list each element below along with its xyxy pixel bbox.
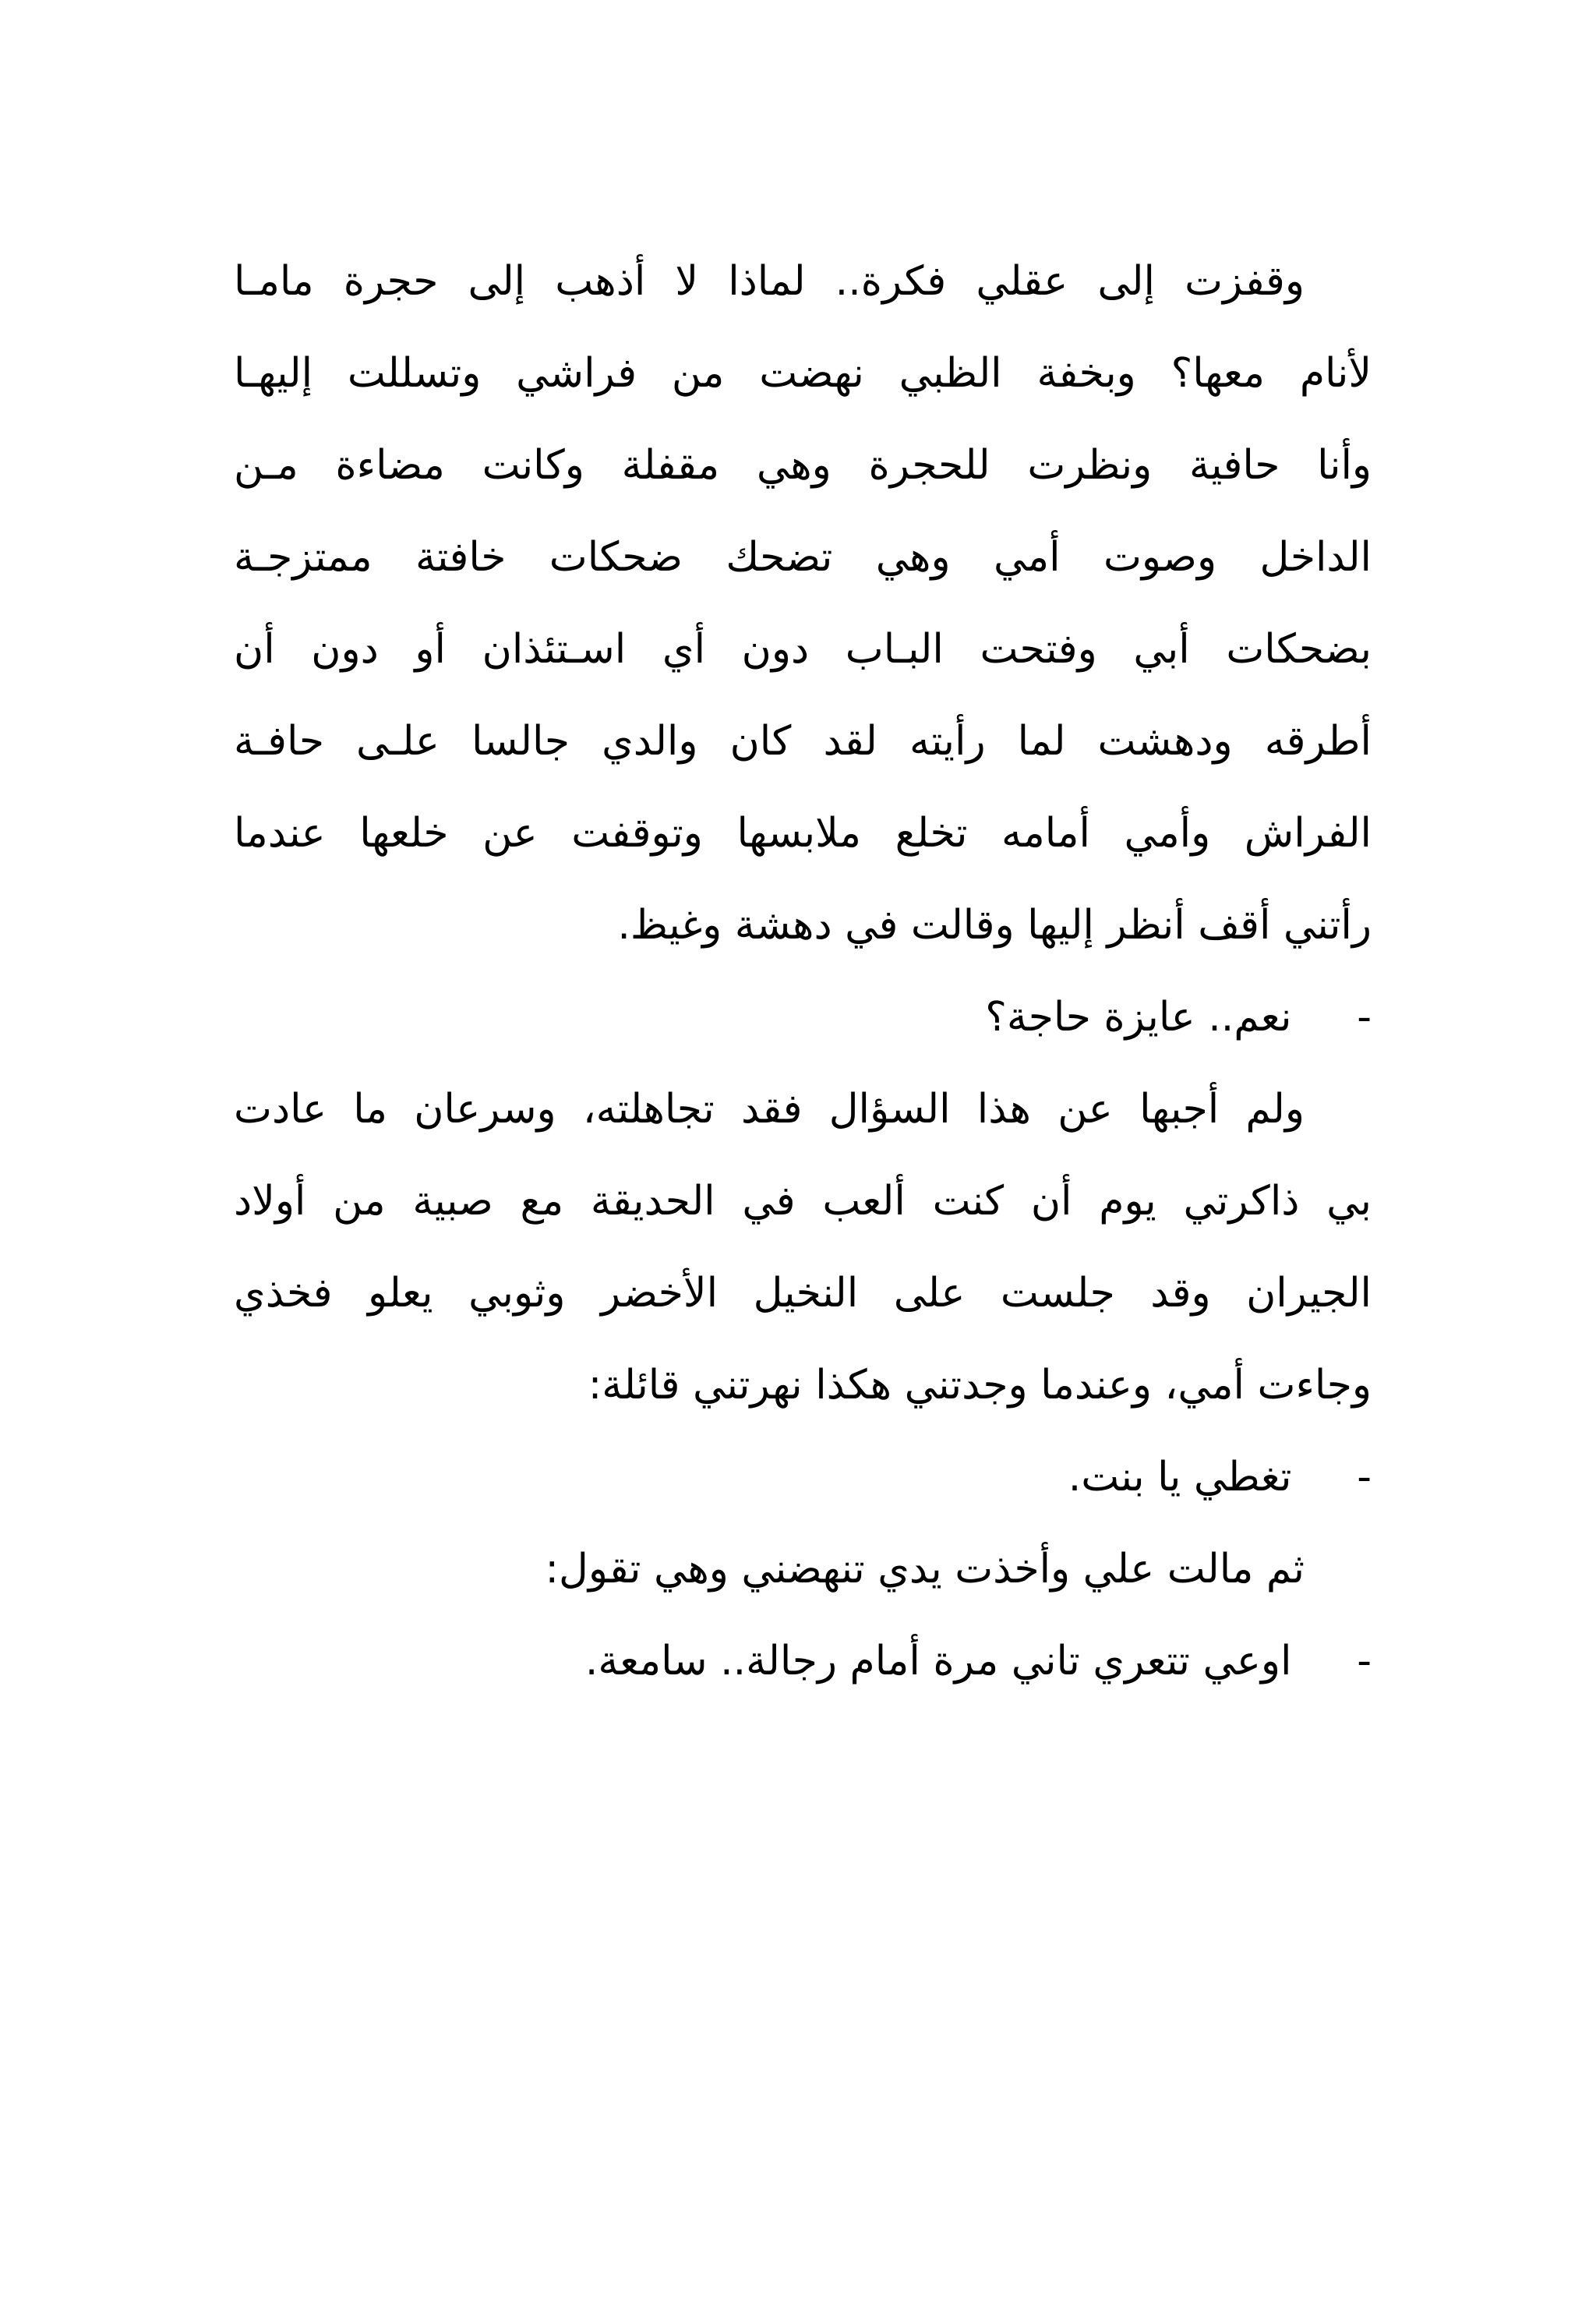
dialog-dash: -: [1357, 1638, 1372, 1685]
dialog-text: اوعي تتعري تاني مرة أمام رجالة.. سامعة.: [584, 1638, 1292, 1685]
paragraph-line: رأتني أقف أنظر إليها وقالت في دهشة وغيظ.: [617, 902, 1372, 949]
dialog-dash: -: [1357, 1454, 1372, 1501]
paragraph-line: ولم أجبها عن هذا السؤال فقد تجاهلته، وسرعان ما عادت: [234, 1086, 1305, 1133]
paragraph-3: ثم مالت علي وأخذت يدي تنهضني وهي تقول:: [545, 1546, 1305, 1593]
paragraph-line: وأنا حافية ونظرت للحجرة وهي مقفلة وكانت مضاءة مـن: [234, 442, 1372, 489]
paragraph-line: لأنام معها؟ وبخفة الظبي نهضت من فراشي وتسللت إليهـا: [234, 350, 1372, 397]
story-text: [234, 235, 1372, 1707]
paragraph-line: الفراش وأمي أمامه تخلع ملابسها وتوقفت عن خلعها عندما: [234, 810, 1372, 857]
dialog-line-1: [234, 971, 1372, 1063]
paragraph-line: وجاءت أمي، وعندما وجدتني هكذا نهرتني قائلة:: [588, 1362, 1372, 1409]
dialog-line-2: [234, 1431, 1372, 1523]
dialog-dash: -: [1357, 994, 1372, 1041]
paragraph-1: [234, 235, 1372, 971]
paragraph-line: الداخل وصوت أمي وهي تضحك ضحكات خافتة ممتزجـة: [234, 534, 1372, 581]
dialog-text: نعم.. عايزة حاجة؟: [985, 994, 1292, 1041]
dialog-text: تغطي يا بنت.: [1068, 1454, 1292, 1501]
paragraph-line: أطرقه ودهشت لما رأيته لقد كان والدي جالسا علـى حافـة: [234, 718, 1372, 765]
paragraph-line: الجيران وقد جلست على النخيل الأخضر وثوبي يعلو فخذي: [234, 1270, 1372, 1317]
paragraph-line: بضحكات أبي وفتحت البـاب دون أي اسـتئذان أو دون أن: [234, 626, 1372, 673]
paragraph-line: بي ذاكرتي يوم أن كنت ألعب في الحديقة مع صبية من أولاد: [234, 1178, 1372, 1225]
paragraph-2: [234, 1063, 1372, 1431]
dialog-line-3: [234, 1615, 1372, 1707]
paragraph-line: وقفزت إلى عقلي فكرة.. لماذا لا أذهب إلى حجرة مامـا: [234, 258, 1305, 305]
